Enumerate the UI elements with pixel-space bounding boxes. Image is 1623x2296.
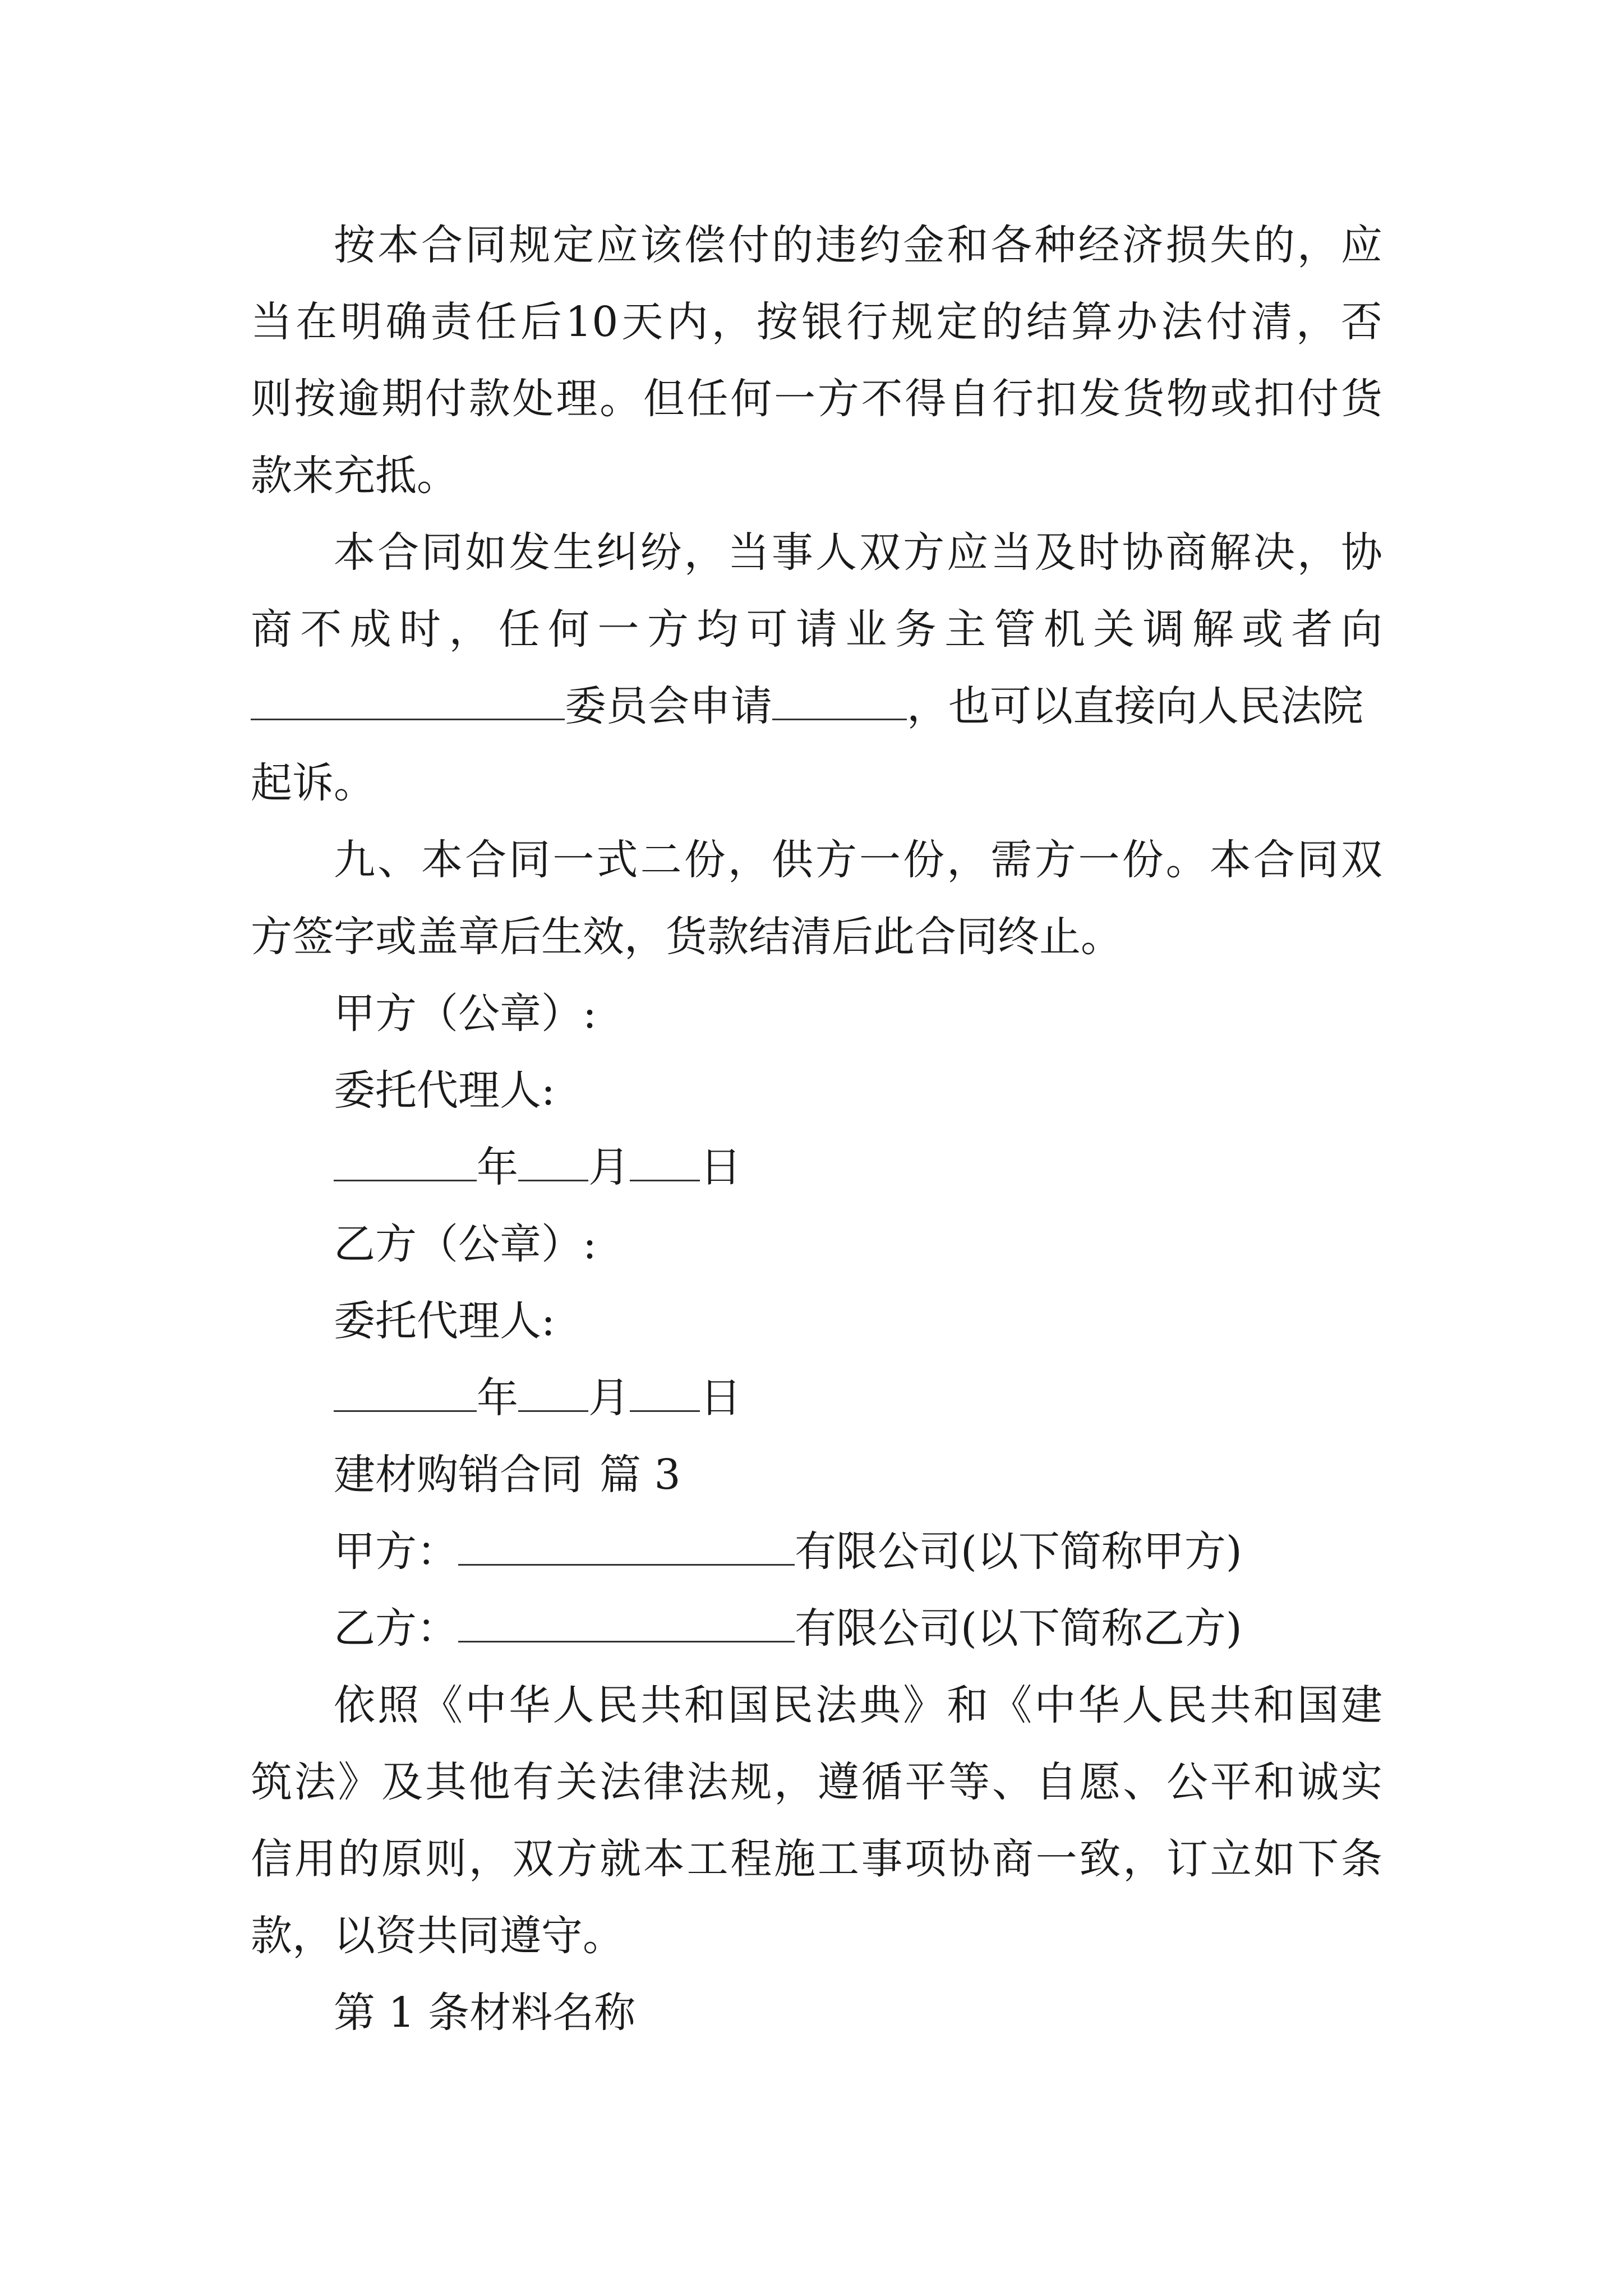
blank-field-company-a[interactable]	[458, 1525, 795, 1566]
section-heading	[251, 1437, 1382, 1513]
party-a-company-line	[251, 1513, 1382, 1590]
text-line: 款来充抵。	[251, 452, 458, 500]
text-fragment: 委员会申请	[565, 682, 772, 730]
text-line: 依照《中华人民共和国民法典》和《中华人民共和国建	[334, 1681, 1382, 1729]
year-label: 年	[477, 1143, 518, 1191]
blank-field-month[interactable]	[518, 1140, 588, 1181]
blank-field-day[interactable]	[630, 1140, 700, 1181]
year-label: 年	[477, 1374, 518, 1422]
text-line: 九、本合同一式二份，供方一份，需方一份。本合同双	[334, 836, 1382, 884]
document-body	[251, 207, 1382, 2051]
blank-field-year[interactable]	[334, 1140, 477, 1181]
text-line: 起诉。	[251, 759, 375, 807]
paragraph-legal-basis	[251, 1667, 1382, 1975]
blank-field-request[interactable]	[772, 679, 907, 720]
day-label: 日	[700, 1143, 741, 1191]
text-fragment: ，也可以直接向人民法院	[907, 682, 1363, 730]
text-line: 本合同如发生纠纷，当事人双方应当及时协商解决，协	[334, 528, 1382, 577]
text-line: 信用的原则，双方就本工程施工事项协商一致，订立如下条	[251, 1835, 1382, 1883]
text-line: 款，以资共同遵守。	[251, 1912, 624, 1960]
section-number: 篇 3	[600, 1451, 681, 1499]
blank-field-year[interactable]	[334, 1371, 477, 1412]
article-1-heading: 第 1 条材料名称	[334, 1989, 636, 2037]
text-line: 按本合同规定应该偿付的违约金和各种经济损失的，应	[334, 221, 1382, 269]
paragraph-liquidated-damages	[251, 207, 1382, 514]
text-line: 当在明确责任后10天内，按银行规定的结算办法付清，否	[251, 298, 1382, 346]
date-a-line	[251, 1129, 1382, 1206]
blank-field-month[interactable]	[518, 1371, 588, 1412]
blank-field-day[interactable]	[630, 1371, 700, 1412]
text-line: 商不成时，任何一方均可请业务主管机关调解或者向	[251, 605, 1382, 654]
party-b-label: 乙方：	[334, 1604, 458, 1653]
section-title: 建材购销合同	[334, 1451, 583, 1499]
text-line: 筑法》及其他有关法律法规，遵循平等、自愿、公平和诚实	[251, 1758, 1382, 1806]
party-a-suffix: 有限公司(以下简称甲方)	[795, 1527, 1242, 1576]
text-line: 方签字或盖章后生效，货款结清后此合同终止。	[251, 913, 1122, 961]
party-a-seal-label: 甲方（公章）:	[334, 990, 597, 1038]
month-label: 月	[588, 1143, 630, 1191]
agent-a-label: 委托代理人:	[334, 1066, 555, 1115]
party-a-label: 甲方：	[334, 1527, 458, 1576]
text-line: 则按逾期付款处理。但任何一方不得自行扣发货物或扣付货	[251, 375, 1382, 423]
date-b-line	[251, 1360, 1382, 1437]
text-line	[251, 668, 1382, 745]
agent-b-label: 委托代理人:	[334, 1297, 555, 1345]
blank-field-company-b[interactable]	[458, 1602, 795, 1642]
day-label: 日	[700, 1374, 741, 1422]
party-b-company-line	[251, 1590, 1382, 1667]
paragraph-copies	[251, 822, 1382, 976]
paragraph-dispute-resolution	[251, 514, 1382, 822]
party-b-suffix: 有限公司(以下简称乙方)	[795, 1604, 1242, 1653]
blank-field-committee[interactable]	[251, 679, 565, 720]
party-b-seal-label: 乙方（公章）:	[334, 1220, 597, 1268]
month-label: 月	[588, 1374, 630, 1422]
